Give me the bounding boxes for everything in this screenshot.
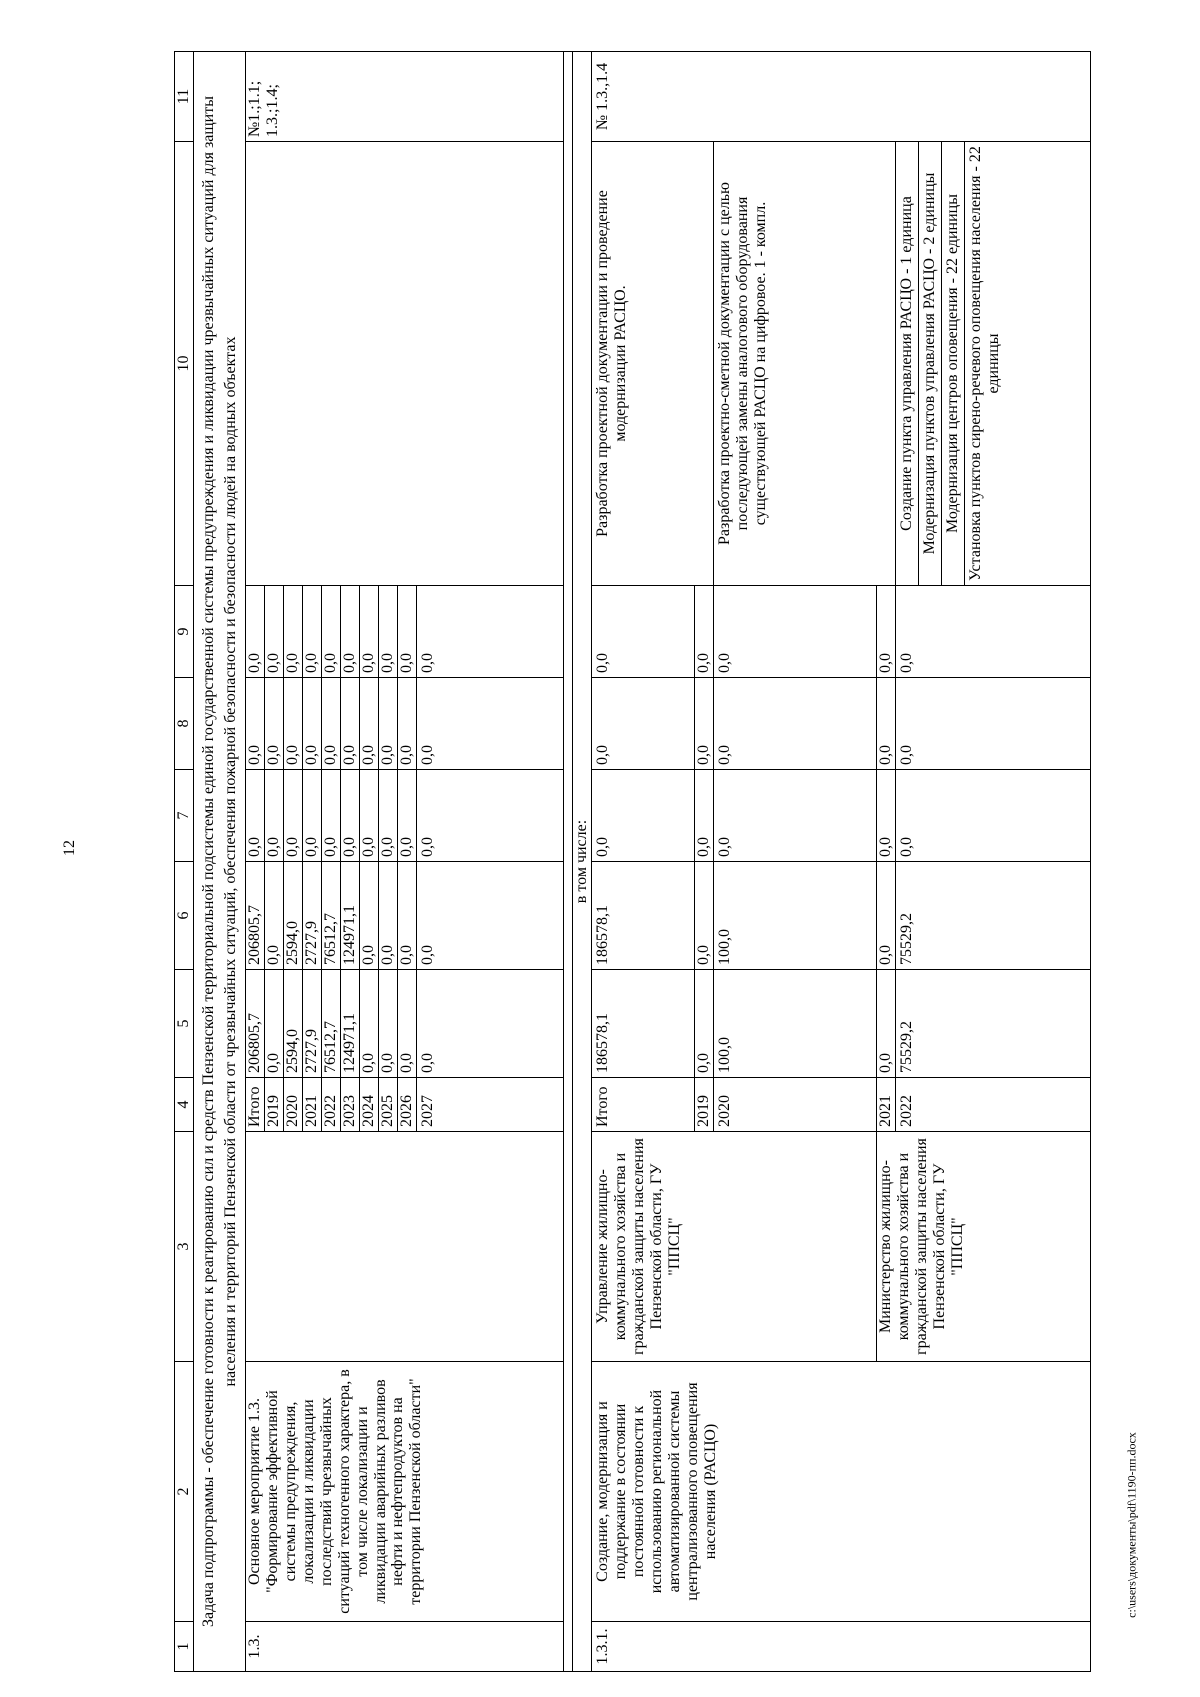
year-cell: Итого [592,1078,695,1132]
value-cell: 0,0 [265,770,284,862]
subprogram-table [174,51,1091,1672]
year-cell: 2024 [360,1078,379,1132]
value-cell: 0,0 [322,586,341,678]
value-cell: 0,0 [360,770,379,862]
sub-result-2022 [896,142,1091,586]
value-cell: 0,0 [360,678,379,770]
page-number: 12 [61,840,78,856]
year-cell: 2027 [417,1078,564,1132]
value-cell: 0,0 [379,862,398,970]
col-header: 1 [175,1622,194,1672]
year-cell: 2025 [379,1078,398,1132]
value-cell: 0,0 [417,678,564,770]
value-cell: 0,0 [877,678,896,770]
year-cell: Итого [246,1078,265,1132]
separator-row [564,52,573,1672]
value-cell: 0,0 [695,586,714,678]
value-cell: 0,0 [695,862,714,970]
col-header: 9 [175,586,194,678]
result-item: Создание пункта управления РАСЦО - 1 единица [896,142,919,585]
main-number: 1.3. [246,1622,564,1672]
footer-file-path: c:\users\документы\pdf\1190-пп.docx [1124,1432,1139,1618]
value-cell: 0,0 [398,586,417,678]
sub-result-total: Разработка проектной документации и проведение модернизации РАСЦО. [592,142,714,586]
year-cell: 2026 [398,1078,417,1132]
rotated-table-container [174,52,1124,1672]
value-cell: 0,0 [303,678,322,770]
main-activity-name: Основное мероприятие 1.3. "Формирование эффективной системы предупреждения, локализации и ликвидации последствий чрезвычайных ситуаций техногенного характера, в том числе локализации и ликвидации аварийных разливов нефти и нефтепродуктов на территории Пензенской области" [246,1362,564,1622]
value-cell: 0,0 [303,586,322,678]
value-cell: 0,0 [417,970,564,1078]
value-cell: 0,0 [360,862,379,970]
sub-activity-name: Создание, модернизация и поддержание в состоянии постоянной готовности к использованию региональной автоматизированной системы централизованного оповещения населения (РАСЦО) [592,1362,1091,1622]
value-cell: 0,0 [360,586,379,678]
value-cell: 0,0 [360,970,379,1078]
value-cell: 0,0 [714,678,877,770]
year-cell: 2022 [896,1078,1091,1132]
sub-indicators: № 1.3.,1.4 [592,52,1091,142]
value-cell: 0,0 [379,970,398,1078]
value-cell: 186578,1 [592,970,695,1078]
separator-cell [564,52,573,1672]
sub-row-total [592,52,695,1672]
value-cell: 0,0 [877,586,896,678]
value-cell: 0,0 [592,586,695,678]
year-cell: 2022 [322,1078,341,1132]
value-cell: 0,0 [379,586,398,678]
value-cell: 206805,7 [246,970,265,1078]
year-cell: 2021 [303,1078,322,1132]
task-row [194,52,246,1672]
value-cell: 0,0 [417,770,564,862]
value-cell: 0,0 [284,678,303,770]
value-cell: 100,0 [714,970,877,1078]
year-cell: 2020 [714,1078,877,1132]
value-cell: 0,0 [398,970,417,1078]
task-text: Задача подпрограммы - обеспечение готовности к реагированию сил и средств Пензенской территориальной подсистемы единой государственной системы предупреждения и ликвидации чрезвычайных ситуаций для защиты населения и территорий Пензенской области от чрезвычайных ситуаций, обеспечения пожарной безопасности и безопасности людей на водных объектах [194,52,246,1672]
in-that-number-row [573,52,592,1672]
value-cell: 0,0 [246,586,265,678]
col-header: 5 [175,970,194,1078]
in-that-number-label: в том числе: [573,52,592,1672]
value-cell: 2594,0 [284,862,303,970]
year-cell: 2019 [695,1078,714,1132]
value-cell: 0,0 [322,770,341,862]
col-header: 3 [175,1132,194,1362]
value-cell: 186578,1 [592,862,695,970]
value-cell: 0,0 [896,770,1091,862]
sub-executor-2: Министерство жилищно-коммунального хозяйства и гражданской защиты населения Пензенской области, ГУ "ППСЦ" [877,1132,1091,1362]
value-cell: 0,0 [896,678,1091,770]
sub-result-2020: Разработка проектно-сметной документации с целью последующей замены аналогового оборудования существующей РАСЦО на цифровое. 1 - компл. [714,142,896,586]
value-cell: 0,0 [695,970,714,1078]
col-header: 6 [175,862,194,970]
value-cell: 0,0 [398,862,417,970]
value-cell: 0,0 [265,970,284,1078]
col-header: 11 [175,52,194,142]
value-cell: 0,0 [284,586,303,678]
value-cell: 0,0 [592,770,695,862]
year-cell: 2019 [265,1078,284,1132]
col-header: 4 [175,1078,194,1132]
value-cell: 75529,2 [896,862,1091,970]
value-cell: 0,0 [417,586,564,678]
value-cell: 0,0 [877,862,896,970]
col-header: 10 [175,142,194,586]
value-cell: 124971,1 [341,862,360,970]
value-cell: 0,0 [877,770,896,862]
value-cell: 206805,7 [246,862,265,970]
year-cell: 2020 [284,1078,303,1132]
col-header: 2 [175,1362,194,1622]
value-cell: 0,0 [896,586,1091,678]
value-cell: 0,0 [417,862,564,970]
value-cell: 0,0 [695,770,714,862]
header-row [175,52,194,1672]
value-cell: 0,0 [284,770,303,862]
value-cell: 0,0 [877,970,896,1078]
result-item: Установка пунктов сирено-речевого оповещения населения - 22 единицы [966,146,1002,581]
value-cell: 76512,7 [322,970,341,1078]
value-cell: 0,0 [303,770,322,862]
main-result [246,142,564,586]
value-cell: 0,0 [322,678,341,770]
value-cell: 0,0 [265,678,284,770]
result-item: Модернизация центров оповещения - 22 единицы [942,142,965,585]
value-cell: 0,0 [398,678,417,770]
sub-executor-1: Управление жилищно-коммунального хозяйства и гражданской защиты населения Пензенской области, ГУ "ППСЦ" [592,1132,877,1362]
value-cell: 100,0 [714,862,877,970]
year-cell: 2021 [877,1078,896,1132]
value-cell: 0,0 [341,678,360,770]
value-cell: 0,0 [695,678,714,770]
value-cell: 0,0 [265,862,284,970]
main-row-total [246,52,265,1672]
value-cell: 2594,0 [284,970,303,1078]
value-cell: 0,0 [246,770,265,862]
sub-number: 1.3.1. [592,1622,1091,1672]
value-cell: 0,0 [592,678,695,770]
value-cell: 0,0 [265,586,284,678]
value-cell: 0,0 [714,770,877,862]
value-cell: 76512,7 [322,862,341,970]
main-executor [246,1132,564,1362]
value-cell: 0,0 [341,586,360,678]
main-indicators: №1.;1.1; 1.3.;1.4; [246,52,564,142]
col-header: 7 [175,770,194,862]
value-cell: 0,0 [714,586,877,678]
result-item: Модернизация пунктов управления РАСЦО - 2 единицы [919,142,942,585]
value-cell: 124971,1 [341,970,360,1078]
col-header: 8 [175,678,194,770]
value-cell: 0,0 [341,770,360,862]
value-cell: 0,0 [246,678,265,770]
value-cell: 0,0 [398,770,417,862]
value-cell: 0,0 [379,678,398,770]
year-cell: 2023 [341,1078,360,1132]
value-cell: 75529,2 [896,970,1091,1078]
value-cell: 2727,9 [303,970,322,1078]
value-cell: 2727,9 [303,862,322,970]
value-cell: 0,0 [379,770,398,862]
